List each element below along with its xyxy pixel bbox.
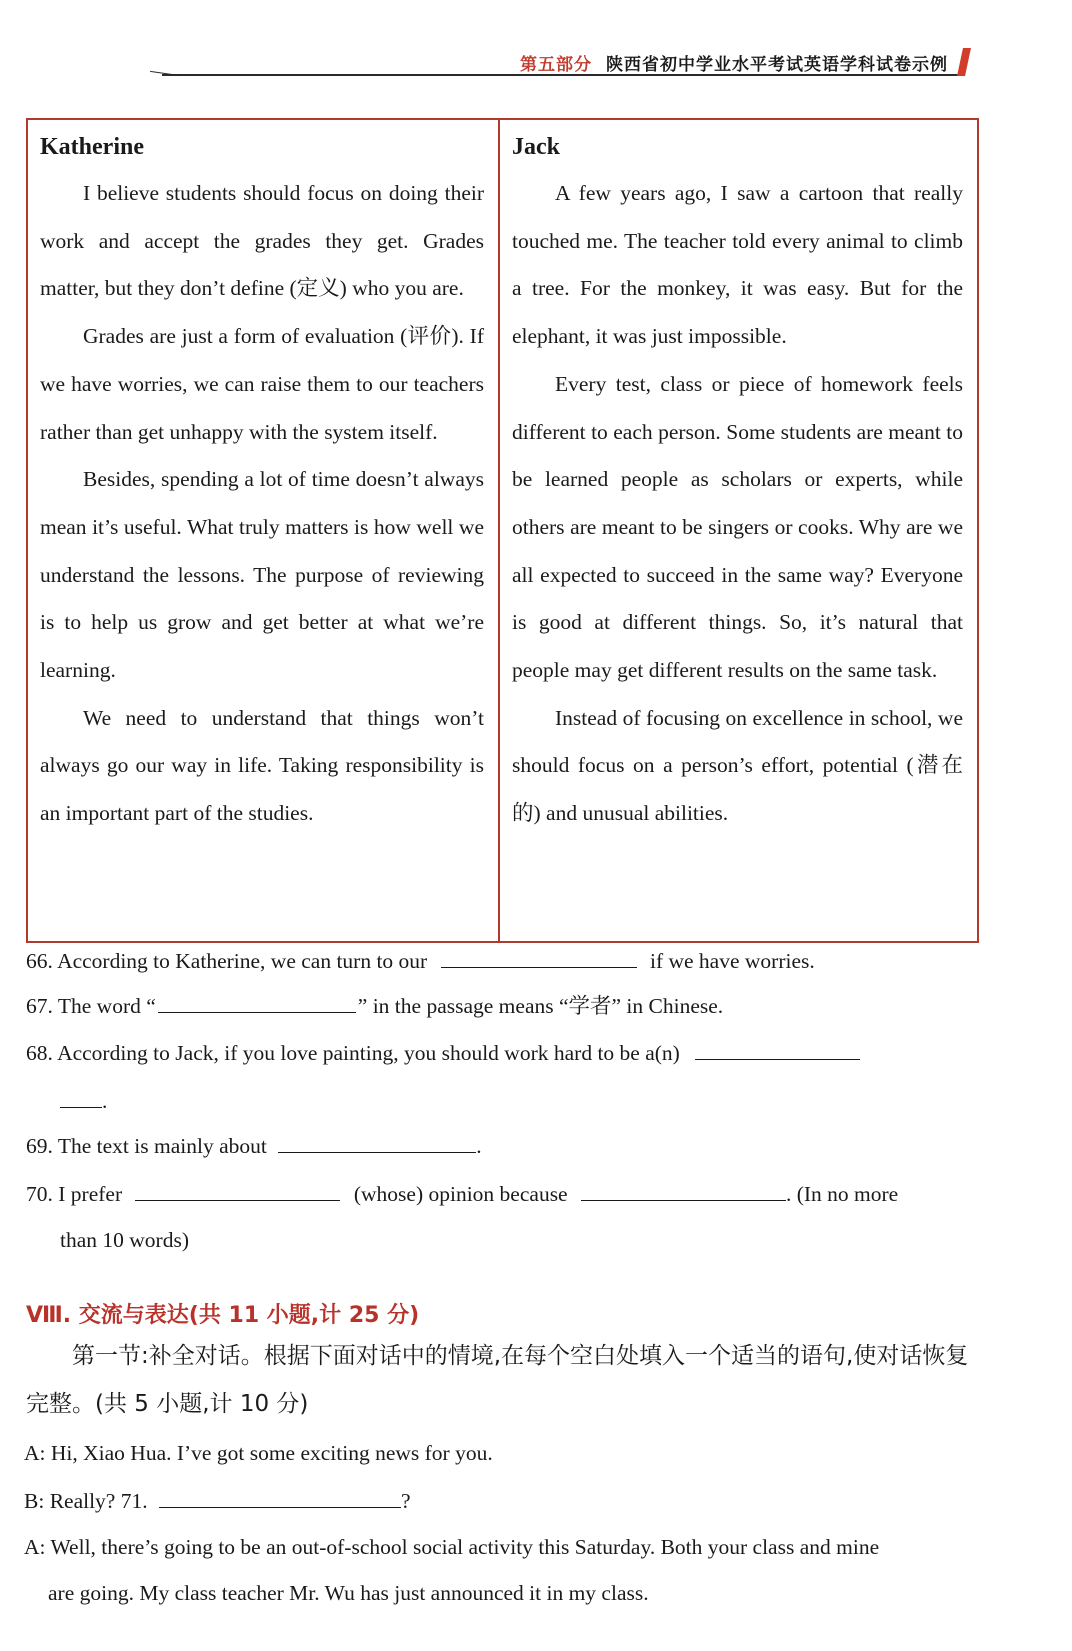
passages-table	[26, 118, 979, 943]
q70-text-middle: (whose) opinion because	[353, 1182, 568, 1206]
q67-text-end: ” in the passage means “学者” in Chinese.	[357, 994, 724, 1018]
jack-paragraph: Instead of focusing on excellence in school, we should focus on a person’s effort, potential (潜在的) and unusual abilities.	[512, 705, 963, 826]
q69-period: .	[476, 1134, 482, 1158]
jack-column	[500, 120, 977, 941]
question-69	[26, 1130, 482, 1161]
question-66	[26, 945, 815, 976]
q68-answer-blank[interactable]	[695, 1037, 860, 1060]
section-8-title: Ⅷ. 交流与表达(共 11 小题,计 25 分)	[26, 1303, 420, 1328]
katherine-paragraph: Besides, spending a lot of time doesn’t always mean it’s useful. What truly matters is how well we understand the lessons. The purpose of reviewing is to help us grow and get better at what we’re learning.	[40, 467, 484, 683]
section-instruction: 第一节:补全对话。根据下面对话中的情境,在每个空白处填入一个适当的语句,使对话恢复完整。(共 5 小题,计 10 分)	[26, 1343, 969, 1417]
b1-text: B: Really? 71.	[24, 1489, 148, 1513]
q68-answer-blank-continued[interactable]	[60, 1085, 102, 1108]
b1-question-mark: ?	[400, 1489, 411, 1513]
q67-text-start: 67. The word “	[26, 994, 156, 1018]
katherine-paragraph: We need to understand that things won’t always go our way in life. Taking responsibility is an important part of the studies.	[40, 705, 484, 826]
question-70	[26, 1178, 898, 1209]
dialogue-line-b1	[24, 1485, 979, 1516]
header-text	[520, 50, 948, 75]
q70-text-end: than 10 words)	[60, 1228, 189, 1252]
page-header	[150, 44, 970, 84]
katherine-paragraph: Grades are just a form of evaluation (评价). If we have worries, we can raise them to our teachers rather than get unhappy with the system itself.	[40, 324, 484, 444]
q66-text-start: 66. According to Katherine, we can turn to our	[26, 949, 428, 973]
jack-name: Jack	[512, 134, 560, 160]
q70-whose-blank[interactable]	[135, 1178, 340, 1201]
question-68-continued	[60, 1085, 107, 1116]
jack-paragraph: A few years ago, I saw a cartoon that really touched me. The teacher told every animal to climb a tree. For the monkey, it was easy. But for the elephant, it was just impossible.	[512, 181, 963, 349]
header-title: 陕西省初中学业水平考试英语学科试卷示例	[606, 55, 948, 75]
q70-reason-blank[interactable]	[581, 1178, 786, 1201]
katherine-paragraph: I believe students should focus on doing their work and accept the grades they get. Grades matter, but they don’t define (定义) who you are.	[40, 181, 484, 301]
q71-answer-blank[interactable]	[159, 1485, 401, 1508]
q69-answer-blank[interactable]	[278, 1130, 476, 1153]
dialogue-line-a2: A: Well, there’s going to be an out-of-school social activity this Saturday. Both your class and mine	[24, 1535, 880, 1559]
q70-text-limit: . (In no more	[785, 1182, 899, 1206]
q66-answer-blank[interactable]	[441, 945, 637, 968]
katherine-name: Katherine	[40, 134, 144, 160]
q70-text-start: 70. I prefer	[26, 1182, 123, 1206]
dialogue-line-a2-continued: are going. My class teacher Mr. Wu has just announced it in my class.	[48, 1581, 649, 1605]
q68-text-start: 68. According to Jack, if you love painting, you should work hard to be a(n)	[26, 1041, 680, 1065]
question-68	[26, 1037, 860, 1068]
q66-text-end: if we have worries.	[649, 949, 815, 973]
question-70-continued	[60, 1225, 189, 1255]
q69-text-start: 69. The text is mainly about	[26, 1134, 267, 1158]
dialogue-line-a1: A: Hi, Xiao Hua. I’ve got some exciting news for you.	[24, 1441, 493, 1465]
header-part: 第五部分	[520, 55, 592, 75]
q68-period: .	[102, 1089, 108, 1113]
q67-answer-blank[interactable]	[158, 990, 356, 1013]
question-67	[26, 990, 723, 1021]
jack-paragraph: Every test, class or piece of homework feels different to each person. Some students are meant to be learned people as scholars or experts, while others are meant to be singers or cooks. Why are we all expected to succeed in the same way? Everyone is good at different things. So, it’s natural that people may get different results on the same task.	[512, 371, 963, 683]
katherine-column	[28, 120, 500, 941]
header-slash-mark	[957, 48, 971, 76]
